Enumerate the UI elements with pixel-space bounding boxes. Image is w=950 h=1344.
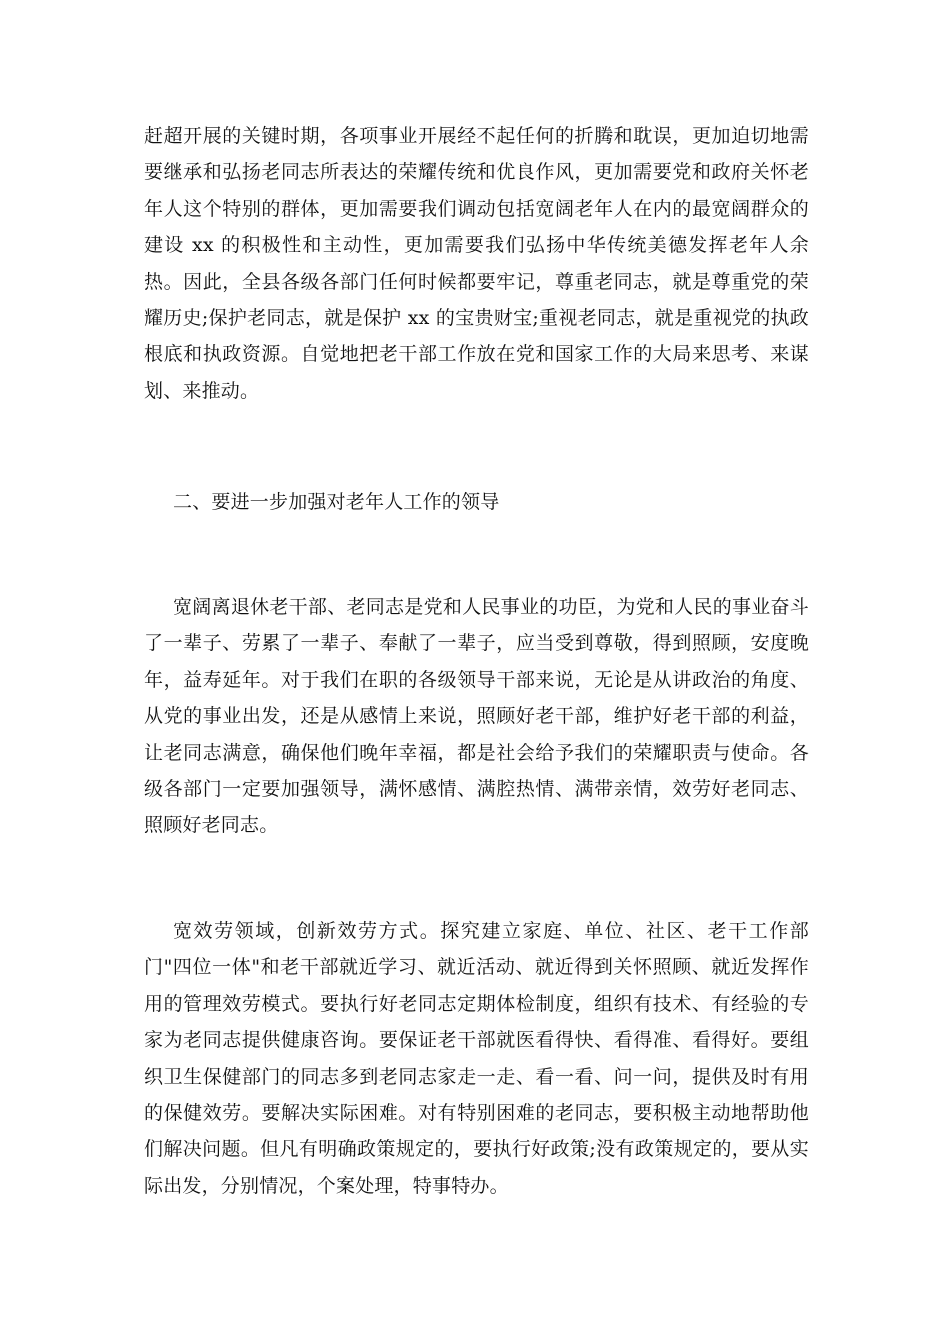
body-paragraph-leadership: 宽阔离退休老干部、老同志是党和人民事业的功臣，为党和人民的事业奋斗了一辈子、劳累了一辈子、奉献了一辈子，应当受到尊敬，得到照顾，安度晚年，益寿延年。对于我们在职的各级领导干部来说，无论是从讲政治的角度、从党的事业出发，还是从感情上来说，照顾好老干部，维护好老干部的利益，让老同志满意，确保他们晚年幸福，都是社会给予我们的荣耀职责与使命。各级各部门一定要加强领导，满怀感情、满腔热情、满带亲情，效劳好老同志、照顾好老同志。 [144,596,809,837]
body-paragraph-continuation: 赶超开展的关键时期，各项事业开展经不起任何的折腾和耽误，更加迫切地需要继承和弘扬老同志所表达的荣耀传统和优良作风，更加需要党和政府关怀老年人这个特别的群体，更加需要我们调动包括宽阔老年人在内的最宽阔群众的建设 xx 的积极性和主动性，更加需要我们弘扬中华传统美德发挥老年人余热。因此，全县各级各部门任何时候都要牢记，尊重老同志，就是尊重党的荣耀历史;保护老同志，就是保护 xx 的宝贵财宝;重视老同志，就是重视党的执政根底和执政资源。自觉地把老干部工作放在党和国家工作的大局来思考、来谋划、来推动。 [144,125,809,402]
body-paragraph-service: 宽效劳领域，创新效劳方式。探究建立家庭、单位、社区、老干工作部门"四位一体"和老干部就近学习、就近活动、就近得到关怀照顾、就近发挥作用的管理效劳模式。要执行好老同志定期体检制度，组织有技术、有经验的专家为老同志提供健康咨询。要保证老干部就医看得快、看得准、看得好。要组织卫生保健部门的同志多到老同志家走一走、看一看、问一问，提供及时有用的保健效劳。要解决实际困难。对有特别困难的老同志，要积极主动地帮助他们解决问题。但凡有明确政策规定的，要执行好政策;没有政策规定的，要从实际出发，分别情况，个案处理，特事特办。 [144,920,809,1197]
section-heading: 二、要进一步加强对老年人工作的领导 [173,491,500,513]
